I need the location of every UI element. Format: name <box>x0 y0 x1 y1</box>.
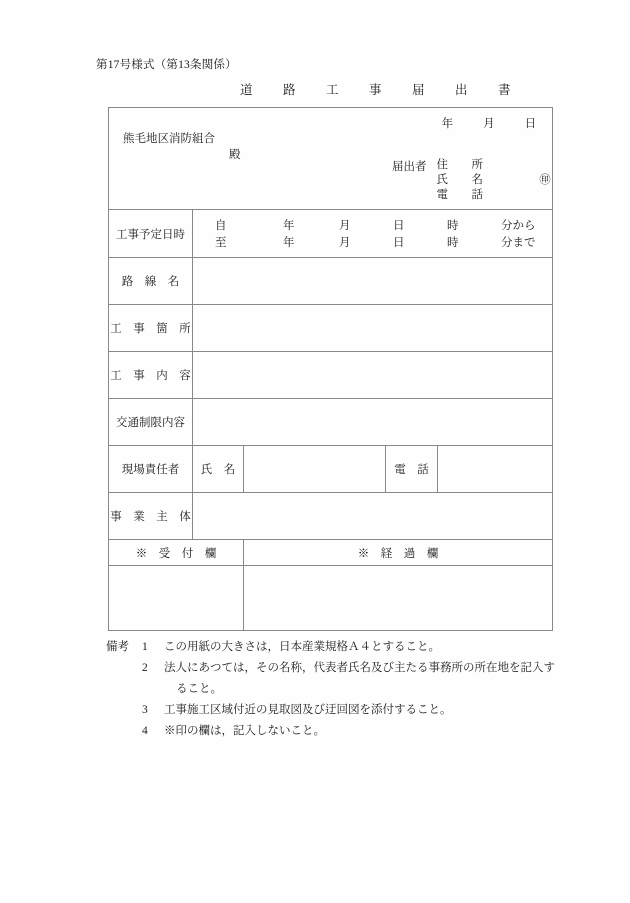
date-line <box>442 115 537 131</box>
schedule-from-month: 月 <box>339 220 351 232</box>
schedule-from-day: 日 <box>393 220 405 232</box>
notes-item-text: この用紙の大きさは，日本産業規格Ａ４とすること。 <box>164 641 440 653</box>
route-name-label: 路 線 名 <box>109 258 193 305</box>
applicant-phone-label: 電 話 <box>436 189 489 201</box>
applicant-address-label: 住 所 <box>436 159 489 171</box>
notes-item-text <box>164 658 576 700</box>
applicant-phone-row <box>437 188 490 203</box>
addressee-honorific: 殿 <box>229 149 241 161</box>
notes-item <box>106 721 576 742</box>
site-manager-phone-value-cell[interactable] <box>438 446 553 493</box>
date-month-label: 月 <box>483 118 495 130</box>
date-day-label: 日 <box>524 118 537 130</box>
schedule-to-day: 日 <box>393 237 405 249</box>
seal-icon: ㊞ <box>539 174 551 186</box>
applicant-name-row <box>436 173 551 188</box>
notes-item <box>106 658 576 700</box>
traffic-restriction-label: 交通制限内容 <box>109 399 193 446</box>
work-content-value-cell[interactable] <box>193 352 553 399</box>
site-manager-name-value-cell[interactable] <box>244 446 386 493</box>
schedule-from-minute: 分から <box>501 220 536 232</box>
applicant-label: 届出者 <box>392 161 427 173</box>
site-manager-phone-label: 電 話 <box>386 446 438 493</box>
schedule-from-year: 年 <box>283 220 295 232</box>
document-title: 道 路 工 事 届 出 書 <box>240 83 520 97</box>
schedule-to-year: 年 <box>283 237 295 249</box>
reception-value-cell[interactable] <box>109 566 244 631</box>
reception-column-header: ※ 受 付 欄 <box>109 540 244 566</box>
table-row-site-manager <box>109 446 553 493</box>
route-name-value-cell[interactable] <box>193 258 553 305</box>
progress-column-header: ※ 経 過 欄 <box>244 540 553 566</box>
notes-item-number: 1 <box>142 641 148 653</box>
schedule-from-prefix: 自 <box>215 220 227 232</box>
notes-item-text: 工事施工区域付近の見取図及び迂回図を添付すること。 <box>164 704 452 716</box>
work-location-value-cell[interactable] <box>193 305 553 352</box>
schedule-from-hour: 時 <box>447 220 459 232</box>
applicant-fields <box>436 158 551 203</box>
applicant-address-row <box>437 158 490 173</box>
road-work-notification-table <box>108 107 553 631</box>
notes-item <box>106 637 576 658</box>
schedule-value-cell[interactable] <box>193 210 553 258</box>
table-row-office-use-bodies <box>109 566 553 631</box>
progress-value-cell[interactable] <box>244 566 553 631</box>
table-row-route-name <box>109 258 553 305</box>
notes-item-number: 3 <box>142 704 148 716</box>
notes-item-text-continuation: ること。 <box>176 683 222 695</box>
schedule-line-to <box>215 234 536 250</box>
table-row-work-content <box>109 352 553 399</box>
table-row-office-use-headers <box>109 540 553 566</box>
notes-item-number: 2 <box>142 662 148 674</box>
applicant-block <box>392 158 551 203</box>
schedule-to-prefix: 至 <box>215 237 227 249</box>
business-entity-label: 事 業 主 体 <box>109 493 193 540</box>
schedule-to-month: 月 <box>339 237 351 249</box>
schedule-to-hour: 時 <box>447 237 459 249</box>
work-content-label: 工 事 内 容 <box>109 352 193 399</box>
table-row-schedule <box>109 210 553 258</box>
notes-label: 備考 <box>106 641 129 653</box>
date-year-label: 年 <box>441 118 454 130</box>
notes-section <box>106 637 576 742</box>
schedule-line-from <box>215 217 536 233</box>
schedule-to-minute: 分まで <box>501 237 536 249</box>
notes-item-number: 4 <box>142 725 148 737</box>
traffic-restriction-value-cell[interactable] <box>193 399 553 446</box>
addressee-name: 熊毛地区消防組合 <box>123 133 215 145</box>
form-number: 第17号様式（第13条関係） <box>96 59 237 71</box>
table-row-work-location <box>109 305 553 352</box>
business-entity-value-cell[interactable] <box>193 493 553 540</box>
applicant-name-label: 氏 名 <box>436 174 489 186</box>
table-row-traffic-restriction <box>109 399 553 446</box>
work-location-label: 工 事 箇 所 <box>109 305 193 352</box>
notes-item-text: ※印の欄は，記入しないこと。 <box>164 725 325 737</box>
schedule-label: 工事予定日時 <box>109 210 193 258</box>
table-row-header <box>109 108 553 210</box>
site-manager-name-label: 氏 名 <box>193 446 244 493</box>
header-cell <box>109 108 553 210</box>
notes-item-text-main: 法人にあつては，その名称，代表者氏名及び主たる事務所の所在地を記入す <box>164 662 555 674</box>
table-row-business-entity <box>109 493 553 540</box>
notes-item <box>106 700 576 721</box>
site-manager-label: 現場責任者 <box>109 446 193 493</box>
